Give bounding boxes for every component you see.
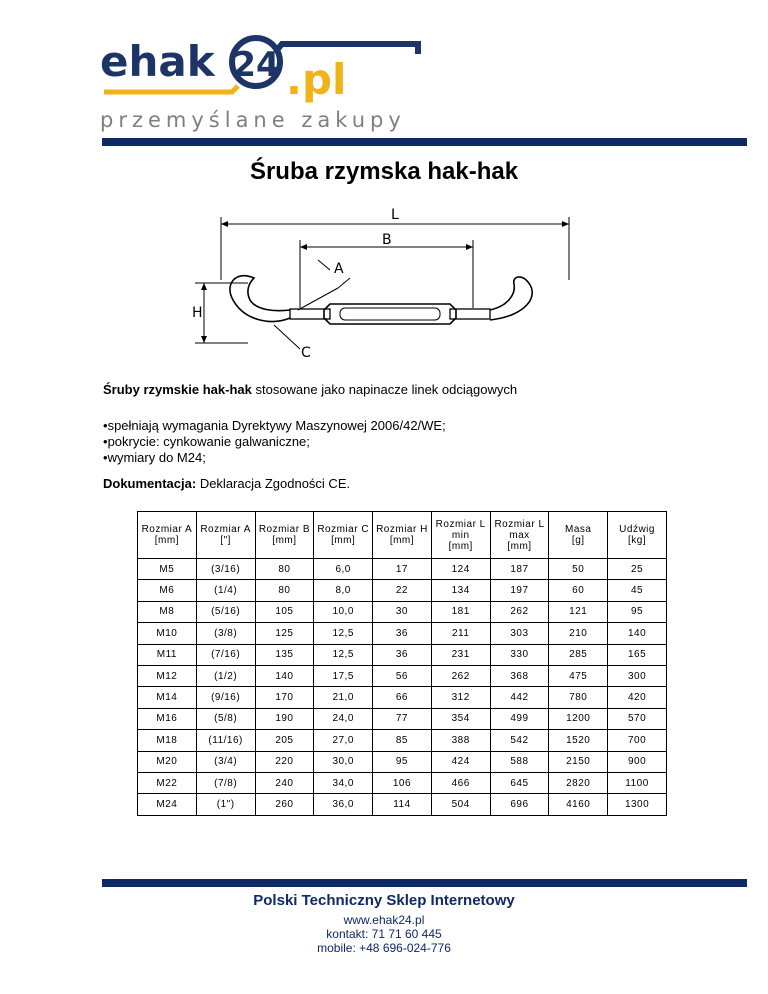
ehak24-logo[interactable] — [96, 28, 426, 133]
table-cell: 420 — [608, 687, 667, 708]
table-row — [138, 644, 667, 665]
table-cell: 95 — [373, 751, 432, 772]
table-row — [138, 687, 667, 708]
table-cell: (7/8) — [196, 772, 255, 793]
table-cell: 2150 — [549, 751, 608, 772]
feature-item: • pokrycie: cynkowanie galwaniczne; — [103, 434, 446, 450]
table-cell: 22 — [373, 580, 432, 601]
table-cell: 66 — [373, 687, 432, 708]
product-intro — [103, 382, 517, 397]
table-cell: M24 — [138, 794, 197, 815]
table-cell: 1200 — [549, 708, 608, 729]
table-header-cell: Rozmiar B [mm] — [255, 512, 314, 559]
table-cell: 30 — [373, 601, 432, 622]
table-cell: 303 — [490, 623, 549, 644]
table-header-cell: Udźwig [kg] — [608, 512, 667, 559]
table-row — [138, 772, 667, 793]
table-cell: 12,5 — [314, 644, 373, 665]
table-cell: 260 — [255, 794, 314, 815]
table-cell: (9/16) — [196, 687, 255, 708]
table-cell: 105 — [255, 601, 314, 622]
table-cell: 121 — [549, 601, 608, 622]
table-cell: 354 — [431, 708, 490, 729]
table-cell: 570 — [608, 708, 667, 729]
diagram-label-l: L — [391, 207, 399, 223]
table-cell: 170 — [255, 687, 314, 708]
table-cell: (1/2) — [196, 665, 255, 686]
table-cell: 504 — [431, 794, 490, 815]
table-cell: 262 — [431, 665, 490, 686]
table-cell: 181 — [431, 601, 490, 622]
table-header-cell: Rozmiar C [mm] — [314, 512, 373, 559]
table-cell: 134 — [431, 580, 490, 601]
table-cell: 780 — [549, 687, 608, 708]
table-cell: 77 — [373, 708, 432, 729]
table-cell: (5/16) — [196, 601, 255, 622]
documentation-label: Dokumentacja: — [103, 476, 197, 491]
table-cell: (7/16) — [196, 644, 255, 665]
table-cell: M10 — [138, 623, 197, 644]
table-cell: 1300 — [608, 794, 667, 815]
table-row — [138, 559, 667, 580]
table-cell: (11/16) — [196, 730, 255, 751]
table-cell: 21,0 — [314, 687, 373, 708]
table-cell: M6 — [138, 580, 197, 601]
table-cell: 95 — [608, 601, 667, 622]
table-row — [138, 751, 667, 772]
table-cell: 25 — [608, 559, 667, 580]
table-cell: 80 — [255, 580, 314, 601]
table-row — [138, 794, 667, 815]
table-cell: 285 — [549, 644, 608, 665]
documentation-line — [103, 476, 350, 491]
table-cell: 696 — [490, 794, 549, 815]
table-cell: 231 — [431, 644, 490, 665]
table-header-cell: Rozmiar L min [mm] — [431, 512, 490, 559]
table-cell: 125 — [255, 623, 314, 644]
documentation-text: Deklaracja Zgodności CE. — [196, 476, 351, 491]
logo-top-line — [277, 44, 418, 54]
table-cell: 442 — [490, 687, 549, 708]
table-cell: 2820 — [549, 772, 608, 793]
footer-mobile: mobile: +48 696-024-776 — [317, 941, 451, 955]
table-cell: M16 — [138, 708, 197, 729]
table-cell: 499 — [490, 708, 549, 729]
logo-suffix-text: .pl — [286, 55, 347, 104]
table-cell: 262 — [490, 601, 549, 622]
diagram-label-b: B — [382, 232, 392, 248]
footer-title: Polski Techniczny Sklep Internetowy — [253, 892, 515, 909]
table-cell: 330 — [490, 644, 549, 665]
table-cell: 114 — [373, 794, 432, 815]
table-cell: 542 — [490, 730, 549, 751]
table-cell: 900 — [608, 751, 667, 772]
table-cell: 588 — [490, 751, 549, 772]
table-cell: 210 — [549, 623, 608, 644]
table-row — [138, 623, 667, 644]
table-cell: 388 — [431, 730, 490, 751]
diagram-label-h: H — [192, 305, 203, 321]
logo-tagline: przemyślane zakupy — [100, 108, 406, 132]
table-row — [138, 601, 667, 622]
table-cell: 27,0 — [314, 730, 373, 751]
table-cell: M12 — [138, 665, 197, 686]
table-cell: 17,5 — [314, 665, 373, 686]
diagram-label-c: C — [301, 345, 311, 361]
intro-text: stosowane jako napinacze linek odciągowych — [251, 382, 518, 397]
table-cell: M20 — [138, 751, 197, 772]
table-cell: 36,0 — [314, 794, 373, 815]
table-cell: 30,0 — [314, 751, 373, 772]
table-header-cell: Rozmiar H [mm] — [373, 512, 432, 559]
table-cell: 187 — [490, 559, 549, 580]
table-cell: 10,0 — [314, 601, 373, 622]
table-cell: 240 — [255, 772, 314, 793]
table-cell: (5/8) — [196, 708, 255, 729]
table-cell: 466 — [431, 772, 490, 793]
table-cell: 140 — [608, 623, 667, 644]
table-cell: 645 — [490, 772, 549, 793]
header-divider — [102, 138, 747, 146]
feature-item: • wymiary do M24; — [103, 450, 446, 466]
logo-yellow-line — [104, 86, 238, 92]
footer-divider — [102, 879, 747, 887]
table-row — [138, 708, 667, 729]
table-cell: 368 — [490, 665, 549, 686]
table-cell: 135 — [255, 644, 314, 665]
table-cell: M22 — [138, 772, 197, 793]
table-cell: 36 — [373, 644, 432, 665]
table-cell: 197 — [490, 580, 549, 601]
table-cell: 36 — [373, 623, 432, 644]
table-header-row — [138, 512, 667, 559]
table-cell: 45 — [608, 580, 667, 601]
table-cell: 1100 — [608, 772, 667, 793]
footer-website[interactable]: www.ehak24.pl — [343, 913, 425, 927]
table-cell: 165 — [608, 644, 667, 665]
table-cell: M11 — [138, 644, 197, 665]
feature-list — [103, 418, 446, 466]
table-cell: 60 — [549, 580, 608, 601]
logo-number-text: 24 — [232, 45, 280, 85]
table-cell: 1520 — [549, 730, 608, 751]
table-row — [138, 665, 667, 686]
table-cell: 312 — [431, 687, 490, 708]
table-header-cell: Rozmiar A [mm] — [138, 512, 197, 559]
table-cell: 300 — [608, 665, 667, 686]
page-title: Śruba rzymska hak-hak — [249, 158, 519, 185]
table-cell: 80 — [255, 559, 314, 580]
table-header-cell: Rozmiar A ["] — [196, 512, 255, 559]
table-cell: 205 — [255, 730, 314, 751]
table-cell: 106 — [373, 772, 432, 793]
table-cell: M5 — [138, 559, 197, 580]
table-cell: (1/4) — [196, 580, 255, 601]
table-cell: 6,0 — [314, 559, 373, 580]
footer-contact: kontakt: 71 71 60 445 — [326, 927, 442, 941]
table-cell: 424 — [431, 751, 490, 772]
table-cell: 50 — [549, 559, 608, 580]
table-cell: 700 — [608, 730, 667, 751]
table-cell: 8,0 — [314, 580, 373, 601]
diagram-label-a: A — [334, 261, 344, 277]
table-cell: (3/16) — [196, 559, 255, 580]
table-cell: 4160 — [549, 794, 608, 815]
specification-table — [137, 511, 667, 816]
table-cell: 12,5 — [314, 623, 373, 644]
intro-bold: Śruby rzymskie hak-hak — [103, 382, 252, 397]
logo-brand-text: ehak — [100, 37, 215, 86]
table-row — [138, 580, 667, 601]
table-cell: 17 — [373, 559, 432, 580]
table-header-cell: Masa [g] — [549, 512, 608, 559]
table-cell: 140 — [255, 665, 314, 686]
table-cell: 24,0 — [314, 708, 373, 729]
table-cell: M8 — [138, 601, 197, 622]
table-cell: (1") — [196, 794, 255, 815]
table-cell: 56 — [373, 665, 432, 686]
table-cell: (3/8) — [196, 623, 255, 644]
table-cell: (3/4) — [196, 751, 255, 772]
feature-item: • spełniają wymagania Dyrektywy Maszynowej 2006/42/WE; — [103, 418, 446, 434]
table-cell: M14 — [138, 687, 197, 708]
table-cell: 211 — [431, 623, 490, 644]
table-cell: 34,0 — [314, 772, 373, 793]
table-cell: 475 — [549, 665, 608, 686]
table-row — [138, 730, 667, 751]
table-cell: M18 — [138, 730, 197, 751]
table-header-cell: Rozmiar L max [mm] — [490, 512, 549, 559]
table-cell: 220 — [255, 751, 314, 772]
table-cell: 190 — [255, 708, 314, 729]
table-cell: 85 — [373, 730, 432, 751]
table-cell: 124 — [431, 559, 490, 580]
turnbuckle-diagram — [190, 200, 580, 370]
